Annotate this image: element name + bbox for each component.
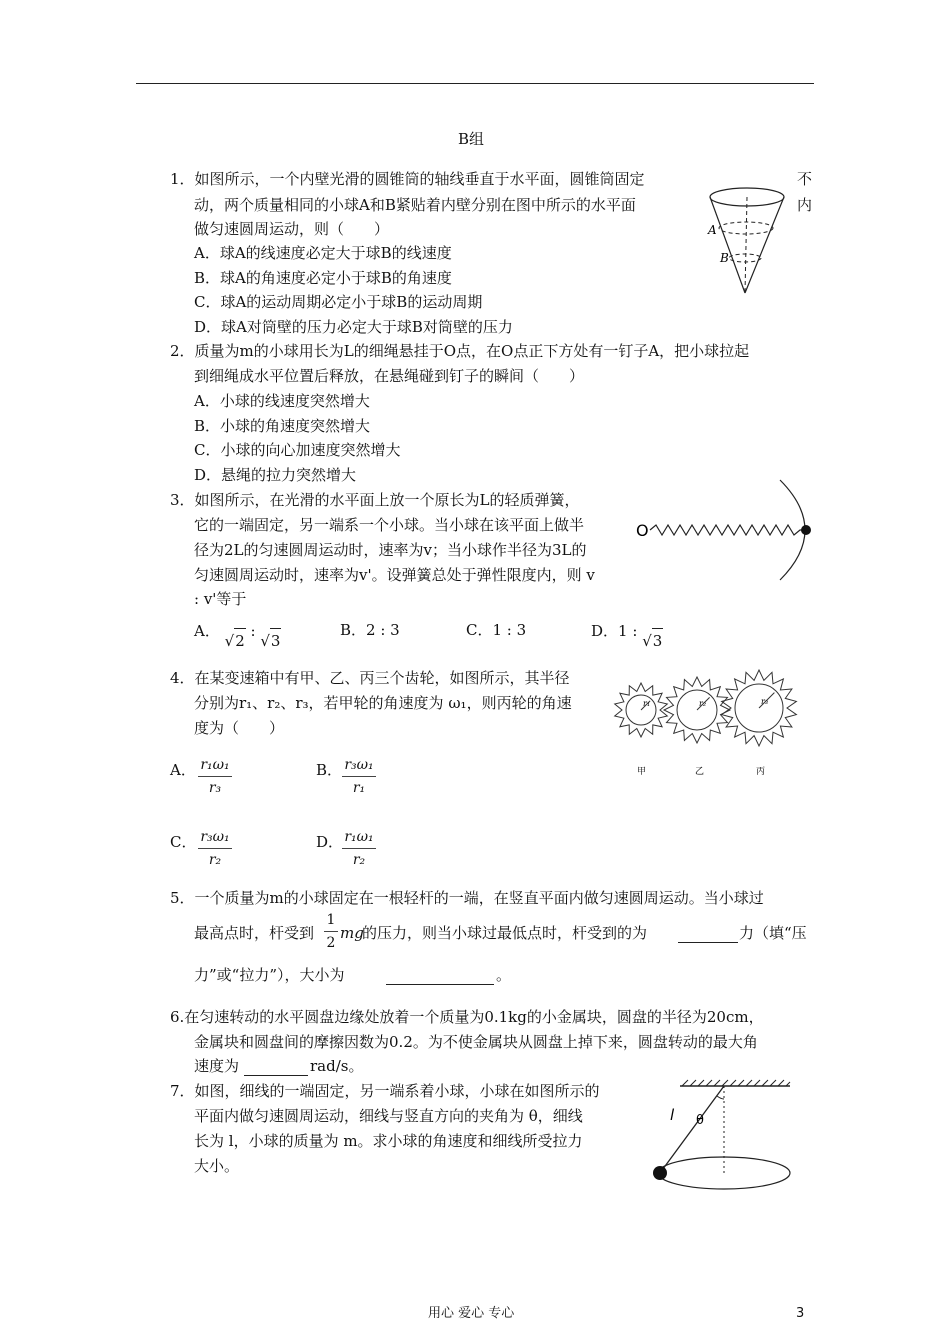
footer-motto: 用心 爱心 专心 xyxy=(428,1306,515,1321)
sqrt-3: 3 xyxy=(270,628,282,653)
q1-line1-end: 不 xyxy=(797,170,813,188)
gears-figure xyxy=(608,670,798,780)
q1-line1: 1．如图所示，一个内壁光滑的圆锥筒的轴线垂直于水平面，圆锥筒固定 xyxy=(170,170,645,188)
pendulum-label-l: l xyxy=(670,1106,675,1124)
q2-option-a: A．小球的线速度突然增大 xyxy=(194,392,370,410)
q3-line4: 匀速圆周运动时，速率为v'。设弹簧总处于弹性限度内，则 v xyxy=(194,566,595,584)
q2-option-c: C．小球的向心加速度突然增大 xyxy=(194,441,401,459)
q6-line3-post: rad/s。 xyxy=(310,1057,364,1075)
q4-line2: 分别为r₁、r₂、r₃，若甲轮的角速度为 ω₁，则丙轮的角速 xyxy=(194,694,572,712)
q2-option-d: D．悬绳的拉力突然增大 xyxy=(194,466,357,484)
gear-label-yi: 乙 xyxy=(695,767,705,777)
q7-line2: 平面内做匀速圆周运动，细线与竖直方向的夹角为 θ，细线 xyxy=(194,1107,583,1125)
pendulum-label-theta: θ xyxy=(696,1113,704,1128)
q3-option-d: D．1 : √3 xyxy=(591,618,663,643)
sqrt-3-d: 3 xyxy=(652,628,664,653)
q3-line1: 3．如图所示，在光滑的水平面上放一个原长为L的轻质弹簧， xyxy=(170,491,580,509)
q1-option-b: B．球A的角速度必定小于球B的角速度 xyxy=(194,269,452,287)
q6-line3-pre: 速度为 xyxy=(194,1057,240,1075)
q5-mg: mg xyxy=(340,924,364,942)
q3-option-c: C．1 : 3 xyxy=(466,621,527,639)
cone-label-b: B xyxy=(720,251,729,265)
q3-option-a: A． √2 : √3 xyxy=(194,618,281,643)
conical-pendulum-figure xyxy=(648,1080,798,1195)
q4-option-c-fraction: r₃ω₁ r₂ xyxy=(198,828,232,869)
gear-bing-radius-label: r₃ xyxy=(761,697,769,706)
q4-option-d-fraction: r₁ω₁ r₂ xyxy=(342,828,376,869)
gear-label-bing: 丙 xyxy=(756,767,766,777)
q4-option-b-fraction: r₃ω₁ r₁ xyxy=(342,756,376,797)
q1-line2: 动，两个质量相同的小球A和B紧贴着内壁分别在图中所示的水平面 xyxy=(194,196,636,214)
sqrt-2: 2 xyxy=(234,628,246,653)
q5-line2-tail: 力（填“压 xyxy=(739,924,807,942)
q6-blank xyxy=(244,1059,308,1076)
page-number: 3 xyxy=(796,1306,805,1321)
gear-jia-radius-label: r₁ xyxy=(643,699,651,708)
gear-label-jia: 甲 xyxy=(637,767,647,777)
q5-line2-pre: 最高点时，杆受到 xyxy=(194,924,315,942)
gear-yi-radius-label: r₂ xyxy=(699,699,707,708)
q5-line1: 5．一个质量为m的小球固定在一根轻杆的一端，在竖直平面内做匀速圆周运动。当小球过 xyxy=(170,889,764,907)
q1-option-a: A．球A的线速度必定大于球B的线速度 xyxy=(194,244,452,262)
q4-option-a-label: A． xyxy=(170,761,196,779)
q2-line2: 到细绳成水平位置后释放，在悬绳碰到钉子的瞬间（ ） xyxy=(194,367,585,385)
cone-label-a: A xyxy=(708,223,717,237)
q1-option-c: C．球A的运动周期必定小于球B的运动周期 xyxy=(194,293,483,311)
header-rule xyxy=(136,83,814,84)
q4-option-c-label: C． xyxy=(170,833,197,851)
q7-line3: 长为 l，小球的质量为 m。求小球的角速度和细线所受拉力 xyxy=(194,1132,583,1150)
q2-option-b: B．小球的角速度突然增大 xyxy=(194,417,371,435)
q5-fraction-half: 1 2 xyxy=(324,911,338,952)
q7-line1: 7．如图，细线的一端固定，另一端系着小球，小球在如图所示的 xyxy=(170,1082,600,1100)
q4-line3: 度为（ ） xyxy=(194,719,285,737)
q3-line3: 径为2L的匀速圆周运动时，速率为v；当小球作半径为3L的 xyxy=(194,541,587,559)
q1-option-d: D．球A对筒壁的压力必定大于球B对筒壁的压力 xyxy=(194,318,513,336)
q5-blank-1 xyxy=(678,926,738,943)
q1-line3: 做匀速圆周运动，则（ ） xyxy=(194,220,390,238)
q5-line3-post: 。 xyxy=(496,966,512,984)
q5-line2-post: 的压力，则当小球过最低点时，杆受到的为 xyxy=(362,924,648,942)
group-title: B组 xyxy=(458,130,485,148)
q4-option-d-label: D． xyxy=(316,833,344,851)
q4-line1: 4．在某变速箱中有甲、乙、丙三个齿轮，如图所示，其半径 xyxy=(170,669,570,687)
q5-line3-pre: 力”或“拉力”），大小为 xyxy=(194,966,345,984)
spring-figure xyxy=(630,478,820,588)
q1-line2-end: 内 xyxy=(797,196,813,214)
q3-option-b: B．2 : 3 xyxy=(340,621,400,639)
q2-line1: 2．质量为m的小球用长为L的细绳悬挂于O点，在O点正下方处有一钉子A，把小球拉起 xyxy=(170,342,750,360)
spring-label-o: O xyxy=(636,521,649,540)
q7-line4: 大小。 xyxy=(194,1157,240,1175)
q5-blank-2 xyxy=(386,968,494,985)
q3-line2: 它的一端固定，另一端系一个小球。当小球在该平面上做半 xyxy=(194,516,585,534)
q4-option-b-label: B． xyxy=(316,761,343,779)
cone-figure xyxy=(700,180,800,300)
q4-option-a-fraction: r₁ω₁ r₃ xyxy=(198,756,232,797)
q3-line5: : v'等于 xyxy=(194,590,247,608)
q6-line1: 6.在匀速转动的水平圆盘边缘处放着一个质量为0.1kg的小金属块，圆盘的半径为20cm， xyxy=(170,1008,764,1026)
q6-line2: 金属块和圆盘间的摩擦因数为0.2。为不使金属块从圆盘上掉下来，圆盘转动的最大角 xyxy=(194,1033,758,1051)
